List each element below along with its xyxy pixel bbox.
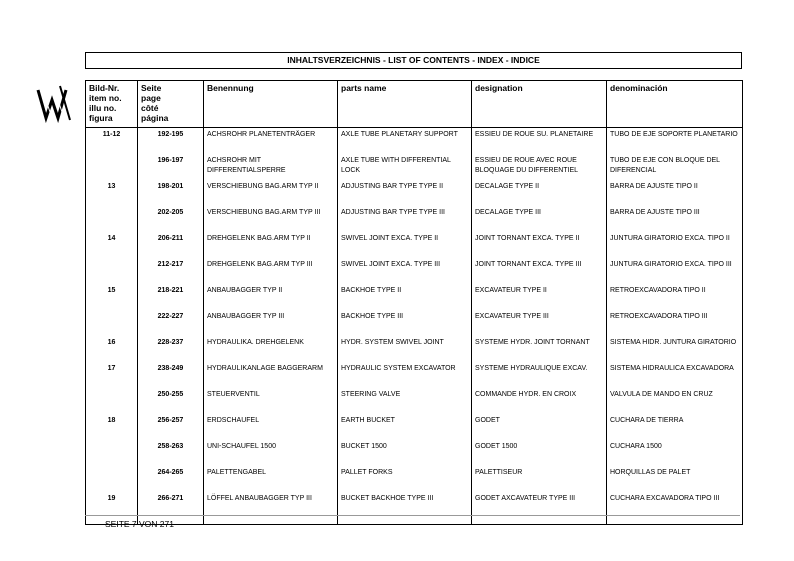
row-benennung: DREHGELENK BAG.ARM TYP II <box>204 232 338 258</box>
row-seite: 212-217 <box>138 258 204 284</box>
header-benennung: Benennung <box>204 81 338 128</box>
row-benennung: PALETTENGABEL <box>204 466 338 492</box>
row-benennung: ACHSROHR MIT DIFFERENTIALSPERRE <box>204 154 338 180</box>
row-seite: 206-211 <box>138 232 204 258</box>
row-seite: 228-237 <box>138 336 204 362</box>
table-row <box>86 206 743 232</box>
row-seite: 264-265 <box>138 466 204 492</box>
row-parts-name: HYDRAULIC SYSTEM EXCAVATOR <box>338 362 472 388</box>
row-bild <box>86 258 138 284</box>
row-benennung: VERSCHIEBUNG BAG.ARM TYP III <box>204 206 338 232</box>
row-bild: 11-12 <box>86 128 138 155</box>
table-row <box>86 388 743 414</box>
row-denominacion: HORQUILLAS DE PALET <box>607 466 743 492</box>
row-denominacion: VALVULA DE MANDO EN CRUZ <box>607 388 743 414</box>
table-row <box>86 180 743 206</box>
row-denominacion: SISTEMA HIDRAULICA EXCAVADORA <box>607 362 743 388</box>
header-denominacion: denominación <box>607 81 743 128</box>
row-bild: 16 <box>86 336 138 362</box>
row-bild: 13 <box>86 180 138 206</box>
row-parts-name: ADJUSTING BAR TYPE TYPE III <box>338 206 472 232</box>
row-designation: GODET AXCAVATEUR TYPE III <box>472 492 607 525</box>
row-designation: EXCAVATEUR TYPE III <box>472 310 607 336</box>
row-benennung: UNI-SCHAUFEL 1500 <box>204 440 338 466</box>
row-designation: JOINT TORNANT EXCA. TYPE III <box>472 258 607 284</box>
row-denominacion: TUBO DE EJE CON BLOQUE DEL DIFERENCIAL <box>607 154 743 180</box>
row-seite: 196-197 <box>138 154 204 180</box>
header-bild: Bild-Nr. item no. illu no. figura <box>86 81 138 128</box>
row-parts-name: STEERING VALVE <box>338 388 472 414</box>
row-bild: 19 <box>86 492 138 525</box>
row-bild: 17 <box>86 362 138 388</box>
row-designation: EXCAVATEUR TYPE II <box>472 284 607 310</box>
row-parts-name: AXLE TUBE PLANETARY SUPPORT <box>338 128 472 155</box>
row-benennung: ACHSROHR PLANETENTRÄGER <box>204 128 338 155</box>
header-parts-name: parts name <box>338 81 472 128</box>
contents-table <box>85 80 743 525</box>
company-logo <box>36 80 74 126</box>
row-parts-name: ADJUSTING BAR TYPE TYPE II <box>338 180 472 206</box>
row-seite: 218-221 <box>138 284 204 310</box>
row-seite: 238-249 <box>138 362 204 388</box>
row-benennung: STEUERVENTIL <box>204 388 338 414</box>
row-benennung: ANBAUBAGGER TYP III <box>204 310 338 336</box>
row-benennung: HYDRAULIKANLAGE BAGGERARM <box>204 362 338 388</box>
table-row <box>86 232 743 258</box>
row-designation: ESSIEU DE ROUE SU. PLANETAIRE <box>472 128 607 155</box>
row-designation: DECALAGE TYPE III <box>472 206 607 232</box>
row-parts-name: SWIVEL JOINT EXCA. TYPE II <box>338 232 472 258</box>
row-designation: DECALAGE TYPE II <box>472 180 607 206</box>
header-row <box>86 81 743 128</box>
row-benennung: LÖFFEL ANBAUBAGGER TYP III <box>204 492 338 525</box>
table-row <box>86 128 743 155</box>
row-bild <box>86 388 138 414</box>
row-seite: 202-205 <box>138 206 204 232</box>
row-denominacion: RETROEXCAVADORA TIPO III <box>607 310 743 336</box>
footer-divider <box>85 515 740 516</box>
row-seite: 192-195 <box>138 128 204 155</box>
row-parts-name: HYDR. SYSTEM SWIVEL JOINT <box>338 336 472 362</box>
row-designation: PALETTISEUR <box>472 466 607 492</box>
row-parts-name: SWIVEL JOINT EXCA. TYPE III <box>338 258 472 284</box>
index-title: INHALTSVERZEICHNIS - LIST OF CONTENTS - INDEX - INDICE <box>85 52 742 69</box>
row-seite: 258-263 <box>138 440 204 466</box>
row-seite: 256-257 <box>138 414 204 440</box>
row-designation: SYSTEME HYDR. JOINT TORNANT <box>472 336 607 362</box>
row-bild <box>86 466 138 492</box>
row-parts-name: BACKHOE TYPE III <box>338 310 472 336</box>
table-row <box>86 258 743 284</box>
row-denominacion: TUBO DE EJE SOPORTE PLANETARIO <box>607 128 743 155</box>
row-denominacion: CUCHARA DE TIERRA <box>607 414 743 440</box>
row-denominacion: CUCHARA 1500 <box>607 440 743 466</box>
table-row <box>86 336 743 362</box>
row-bild <box>86 310 138 336</box>
row-parts-name: EARTH BUCKET <box>338 414 472 440</box>
row-designation: SYSTEME HYDRAULIQUE EXCAV. <box>472 362 607 388</box>
row-denominacion: SISTEMA HIDR. JUNTURA GIRATORIO <box>607 336 743 362</box>
row-denominacion: JUNTURA GIRATORIO EXCA. TIPO III <box>607 258 743 284</box>
row-designation: JOINT TORNANT EXCA. TYPE II <box>472 232 607 258</box>
table-row <box>86 466 743 492</box>
row-parts-name: BUCKET 1500 <box>338 440 472 466</box>
header-designation: designation <box>472 81 607 128</box>
row-denominacion: JUNTURA GIRATORIO EXCA. TIPO II <box>607 232 743 258</box>
table-row <box>86 284 743 310</box>
row-bild <box>86 154 138 180</box>
row-benennung: HYDRAULIKA. DREHGELENK <box>204 336 338 362</box>
row-parts-name: AXLE TUBE WITH DIFFERENTIAL LOCK <box>338 154 472 180</box>
row-designation: ESSIEU DE ROUE AVEC ROUE BLOQUAGE DU DIFFERENTIEL <box>472 154 607 180</box>
row-denominacion: BARRA DE AJUSTE TIPO II <box>607 180 743 206</box>
row-designation: GODET 1500 <box>472 440 607 466</box>
row-benennung: ERDSCHAUFEL <box>204 414 338 440</box>
header-seite: Seite page côté página <box>138 81 204 128</box>
row-bild: 18 <box>86 414 138 440</box>
row-seite: 222-227 <box>138 310 204 336</box>
table-row <box>86 154 743 180</box>
row-parts-name: PALLET FORKS <box>338 466 472 492</box>
row-denominacion: BARRA DE AJUSTE TIPO III <box>607 206 743 232</box>
row-denominacion: RETROEXCAVADORA TIPO II <box>607 284 743 310</box>
row-benennung: DREHGELENK BAG.ARM TYP III <box>204 258 338 284</box>
row-benennung: ANBAUBAGGER TYP II <box>204 284 338 310</box>
row-denominacion: CUCHARA EXCAVADORA TIPO III <box>607 492 743 525</box>
page-footer: SEITE 7 VON 271 <box>105 519 174 529</box>
table-row <box>86 414 743 440</box>
table-row <box>86 492 743 525</box>
row-bild: 14 <box>86 232 138 258</box>
row-seite: 250-255 <box>138 388 204 414</box>
row-seite: 266-271 <box>138 492 204 525</box>
row-designation: GODET <box>472 414 607 440</box>
table-row <box>86 440 743 466</box>
row-seite: 198-201 <box>138 180 204 206</box>
row-parts-name: BACKHOE TYPE II <box>338 284 472 310</box>
row-parts-name: BUCKET BACKHOE TYPE III <box>338 492 472 525</box>
row-benennung: VERSCHIEBUNG BAG.ARM TYP II <box>204 180 338 206</box>
table-row <box>86 362 743 388</box>
row-designation: COMMANDE HYDR. EN CROIX <box>472 388 607 414</box>
row-bild <box>86 440 138 466</box>
row-bild <box>86 206 138 232</box>
table-row <box>86 310 743 336</box>
row-bild: 15 <box>86 284 138 310</box>
